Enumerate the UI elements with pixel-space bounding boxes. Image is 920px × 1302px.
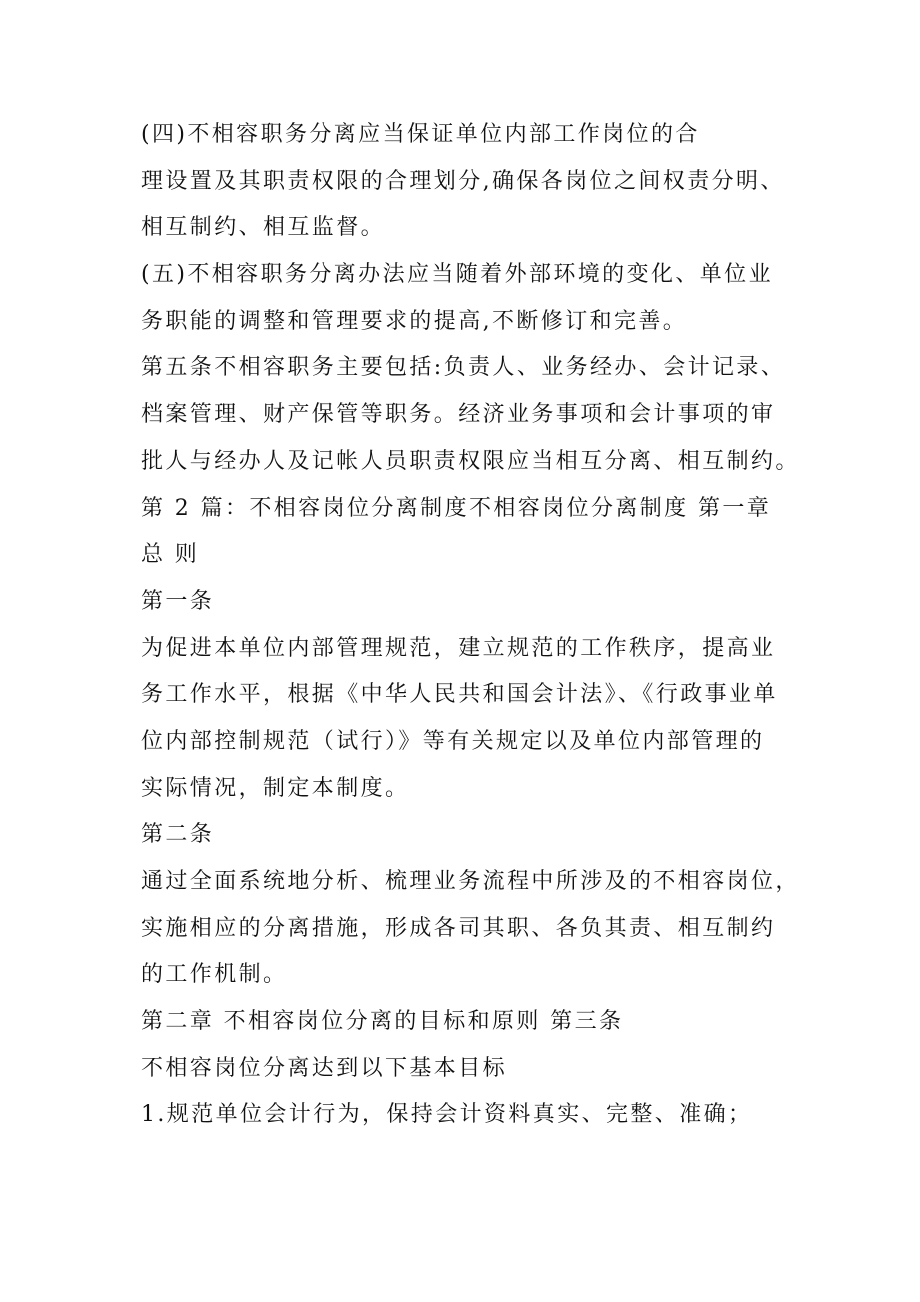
article-heading: 第二条 [141,822,215,848]
text-line: 通过全面系统地分析、梳理业务流程中所涉及的不相容岗位， [141,869,800,894]
text-line: 第五条不相容职务主要包括:负责人、业务经办、会计记录、 [141,355,786,381]
text-line: (四)不相容职务分离应当保证单位内部工作岗位的合 [141,122,700,147]
text-line: 的工作机制。 [141,962,288,988]
text-line: 位内部控制规范（试行）》等有关规定以及单位内部管理的 [141,728,765,754]
list-item: 1.规范单位会计行为，保持会计资料真实、完整、准确； [141,1102,753,1128]
article-heading: 第一条 [141,588,215,614]
text-line: 批人与经办人及记帐人员职责权限应当相互分离、相互制约。 [141,448,800,474]
chapter-heading: 第二章 不相容岗位分离的目标和原则 第三条 [141,1009,624,1035]
text-line: 务工作水平，根据《中华人民共和国会计法》、《行政事业单 [141,682,778,708]
chapter-title: 总 则 [141,542,200,568]
text-line: 实施相应的分离措施，形成各司其职、各负其责、相互制约 [141,915,776,941]
document-body [141,112,801,1139]
text-line: 不相容岗位分离达到以下基本目标 [141,1055,508,1081]
text-line: (五)不相容职务分离办法应当随着外部环境的变化、单位业 [141,262,773,288]
text-line: 为促进本单位内部管理规范，建立规范的工作秩序，提高业 [141,635,776,661]
text-line: 理设置及其职责权限的合理划分,确保各岗位之间权责分明、 [141,168,785,194]
text-line: 相互制约、相互监督。 [141,215,386,241]
text-line: 档案管理、财产保管等职务。经济业务事项和会计事项的审 [141,402,776,428]
text-line: 务职能的调整和管理要求的提高,不断修订和完善。 [141,308,688,334]
section-heading: 第 2 篇：不相容岗位分离制度不相容岗位分离制度 第一章 [141,495,772,521]
text-line: 实际情况，制定本制度。 [141,775,410,801]
